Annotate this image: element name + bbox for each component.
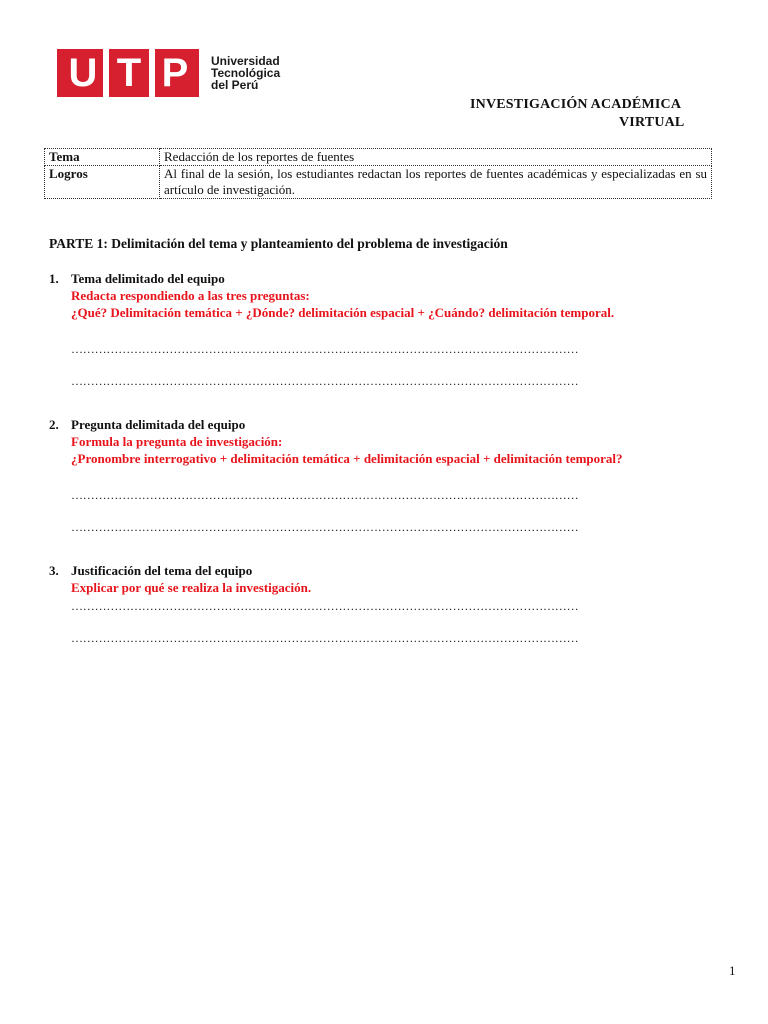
instruction-line: ¿Pronombre interrogativo + delimitación temática + delimitación espacial + delimitación temporal? [71,451,623,466]
answer-line[interactable]: ………………………………………………………………………………………………………………… [71,631,579,645]
section-3 [49,562,709,646]
instruction-line: Explicar por qué se realiza la investigación. [71,580,312,595]
part1-title: PARTE 1: Delimitación del tema y planteamiento del problema de investigación [49,236,508,251]
section-heading-text: Justificación del tema del equipo [71,563,253,578]
logo-divider [103,49,109,97]
document-title-line2: VIRTUAL [619,115,685,130]
answer-line[interactable]: ………………………………………………………………………………………………………………… [71,342,579,356]
logo-wordmark [211,55,280,91]
table-row-logros [45,166,712,199]
section-heading [49,562,709,579]
section-heading [49,270,709,287]
row-value: Al final de la sesión, los estudiantes redactan los reportes de fuentes académicas y especializadas en su artículo de investigación. [160,166,712,199]
instruction-line: ¿Qué? Delimitación temática + ¿Dónde? delimitación espacial + ¿Cuándo? delimitación temporal. [71,305,615,320]
row-key: Tema [45,149,160,166]
answer-line[interactable]: ………………………………………………………………………………………………………………… [71,520,579,534]
instruction-line: Redacta respondiendo a las tres preguntas: [71,288,310,303]
answer-line[interactable]: ………………………………………………………………………………………………………………… [71,488,579,502]
row-key: Logros [45,166,160,199]
logo-letter-t: T [116,51,142,95]
logo-name-line3: del Perú [211,78,259,92]
section-2 [49,416,709,535]
answer-line[interactable]: ………………………………………………………………………………………………………………… [71,599,579,613]
section-heading-text: Tema delimitado del equipo [71,271,225,286]
logo-letter-u: U [68,51,98,95]
document-title [470,96,700,132]
section-number: 1. [49,271,59,286]
row-value: Redacción de los reportes de fuentes [160,149,712,166]
logo-mark [57,49,199,97]
page-number: 1 [729,963,736,978]
info-table [44,148,712,199]
answer-line[interactable]: ………………………………………………………………………………………………………………… [71,374,579,388]
logo-name-line2: Tecnológica [211,66,281,80]
section-heading [49,416,709,433]
utp-logo [57,49,280,97]
instruction-line: Formula la pregunta de investigación: [71,434,283,449]
logo-divider [149,49,155,97]
logo-letter-p: P [161,51,189,95]
section-1 [49,270,709,389]
section-heading-text: Pregunta delimitada del equipo [71,417,246,432]
document-title-line1: INVESTIGACIÓN ACADÉMICA [470,97,682,112]
table-row-tema [45,149,712,166]
section-number: 3. [49,563,59,578]
section-number: 2. [49,417,59,432]
logo-name-line1: Universidad [211,54,280,68]
